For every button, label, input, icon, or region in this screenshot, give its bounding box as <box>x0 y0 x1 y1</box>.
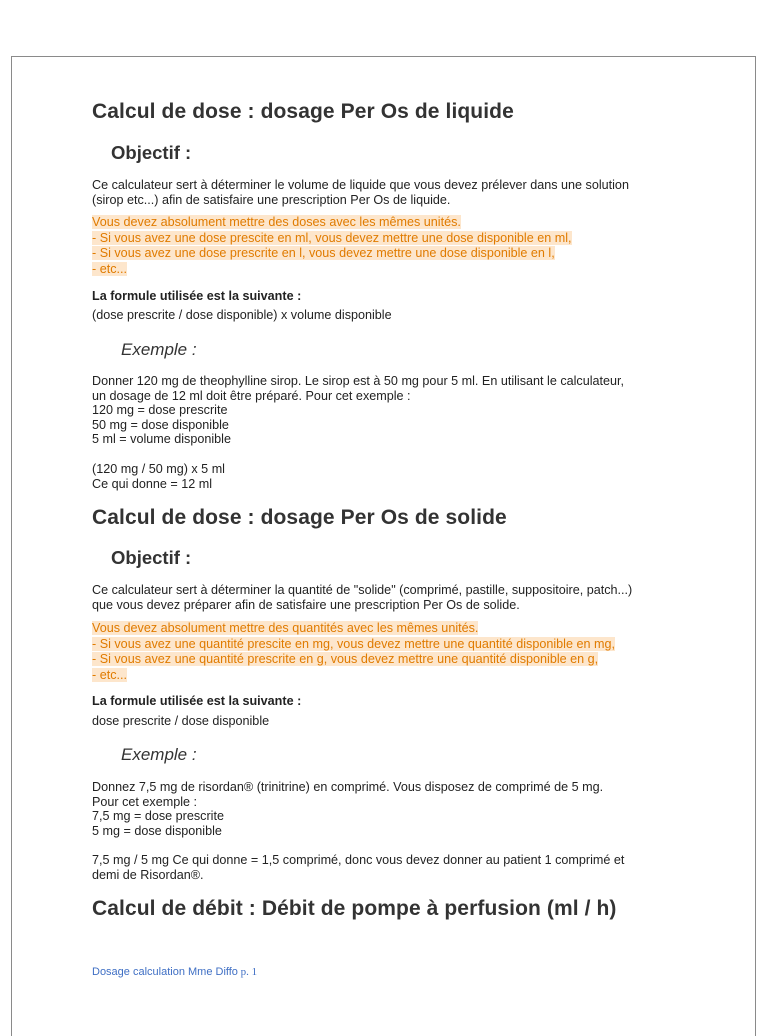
section2-warning-line: - Si vous avez une quantité prescrite en g, vous devez mettre une quantité disponible en g, <box>92 652 599 667</box>
footer-text: Dosage calculation Mme Diffo <box>92 966 238 978</box>
footer-page-number: p. 1 <box>240 966 258 978</box>
section1-result-line: (120 mg / 50 mg) x 5 ml <box>92 462 225 476</box>
section2-intro <box>92 583 632 612</box>
section2-example <box>92 780 603 838</box>
section1-example-line: 5 ml = volume disponible <box>92 432 231 446</box>
section2-intro-line: Ce calculateur sert à déterminer la quantité de "solide" (comprimé, pastille, suppositoire, patch...) <box>92 583 633 597</box>
section3-title: Calcul de débit : Débit de pompe à perfusion (ml / h) <box>92 897 617 920</box>
section1-example-line: 50 mg = dose disponible <box>92 417 229 432</box>
section2-warning-line: - etc... <box>92 668 127 683</box>
section2-intro-line: que vous devez préparer afin de satisfaire une prescription Per Os de solide. <box>92 597 520 612</box>
section1-objectif-heading: Objectif : <box>111 142 192 163</box>
section1-result <box>92 462 225 491</box>
section1-warning-line: - Si vous avez une dose prescite en ml, vous devez mettre une dose disponible en ml, <box>92 230 572 245</box>
section1-intro-line: Ce calculateur sert à déterminer le volume de liquide que vous devez prélever dans une solution <box>92 178 629 192</box>
section1-title: Calcul de dose : dosage Per Os de liquide <box>92 100 514 123</box>
section1-example-line: un dosage de 12 ml doit être préparé. Pour cet exemple : <box>92 388 411 403</box>
section1-intro-line: (sirop etc...) afin de satisfaire une prescription Per Os de liquide. <box>92 192 451 207</box>
section1-formula: (dose prescrite / dose disponible) x volume disponible <box>92 308 392 322</box>
section2-warning-line: - Si vous avez une quantité prescite en mg, vous devez mettre une quantité disponible en mg, <box>92 636 615 651</box>
section2-example-line: Pour cet exemple : <box>92 794 197 809</box>
section1-warning-line: Vous devez absolument mettre des doses avec les mêmes unités. <box>92 215 461 229</box>
section1-example <box>92 374 624 447</box>
section1-warning-line: - etc... <box>92 262 127 277</box>
section1-result-line: Ce qui donne = 12 ml <box>92 476 213 491</box>
section2-exemple-heading: Exemple : <box>121 745 197 764</box>
section1-formula-label: La formule utilisée est la suivante : <box>92 289 302 303</box>
section2-warning <box>92 621 615 684</box>
section1-example-line: 120 mg = dose prescrite <box>92 403 228 417</box>
section1-exemple-heading: Exemple : <box>121 340 197 359</box>
section2-objectif-heading: Objectif : <box>111 547 192 568</box>
section2-result-line: demi de Risordan®. <box>92 867 204 882</box>
section1-intro <box>92 178 629 207</box>
section2-warning-line: Vous devez absolument mettre des quantités avec les mêmes unités. <box>92 621 479 635</box>
section1-warning-line: - Si vous avez une dose prescrite en l, vous devez mettre une dose disponible en l, <box>92 246 555 261</box>
section1-example-line: Donner 120 mg de theophylline sirop. Le sirop est à 50 mg pour 5 ml. En utilisant le calculateur, <box>92 374 625 388</box>
section2-result-line: 7,5 mg / 5 mg Ce qui donne = 1,5 comprimé, donc vous devez donner au patient 1 comprimé et <box>92 853 625 867</box>
section2-formula-label: La formule utilisée est la suivante : <box>92 694 302 708</box>
page-footer <box>92 966 257 978</box>
section2-formula: dose prescrite / dose disponible <box>92 714 270 728</box>
section2-result <box>92 853 624 882</box>
section2-example-line: 7,5 mg = dose prescrite <box>92 809 224 823</box>
section2-title: Calcul de dose : dosage Per Os de solide <box>92 506 507 529</box>
section1-warning <box>92 215 572 278</box>
section2-example-line: 5 mg = dose disponible <box>92 823 222 838</box>
section2-example-line: Donnez 7,5 mg de risordan® (trinitrine) en comprimé. Vous disposez de comprimé de 5 mg. <box>92 780 604 794</box>
